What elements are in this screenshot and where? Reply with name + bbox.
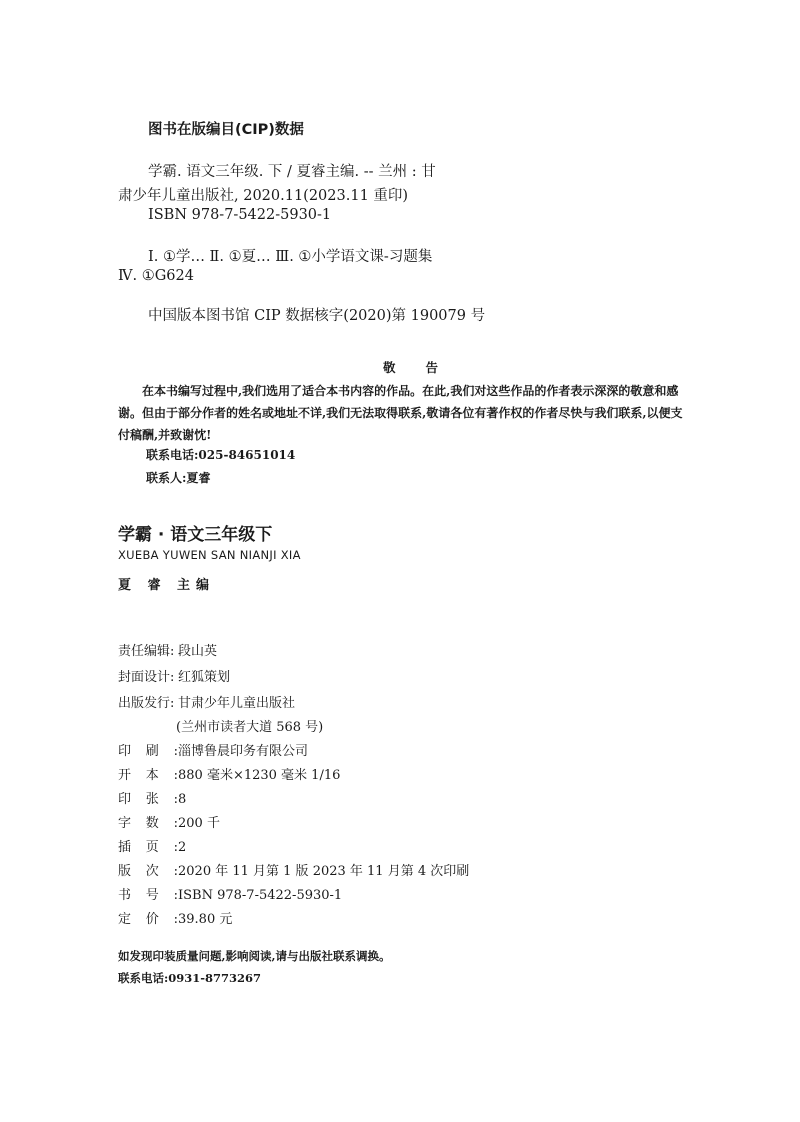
pub-label: 字数: xyxy=(118,816,178,831)
pub-row-wordcount xyxy=(118,812,220,831)
pub-label: 责任编辑: xyxy=(118,644,175,659)
pub-value: 淄博鲁晨印务有限公司 xyxy=(178,744,309,759)
pub-label: 定价: xyxy=(118,912,178,927)
cip-line-6: 中国版本图书馆 CIP 数据核字(2020)第 190079 号 xyxy=(148,308,486,324)
pub-label: 版次: xyxy=(118,864,178,879)
pub-row-price xyxy=(118,908,232,927)
pub-value: 红狐策划 xyxy=(178,670,231,685)
pub-value: 200 千 xyxy=(178,816,220,831)
notice-paragraph: 在本书编写过程中,我们选用了适合本书内容的作品。在此,我们对这些作品的作者表示深深的敬意和感谢。但由于部分作者的姓名或地址不详,我们无法取得联系,敬请各位有著作权的作者尽快与我们联系,以便支付稿酬,并致谢忱! xyxy=(118,384,683,442)
pub-row-printer xyxy=(118,740,308,759)
pub-row-isbn xyxy=(118,884,342,903)
pub-row-editor xyxy=(118,640,217,659)
notice-contact: 联系人:夏睿 xyxy=(146,471,211,485)
pub-value: ISBN 978-7-5422-5930-1 xyxy=(178,888,343,903)
pub-row-sheets xyxy=(118,788,186,807)
book-editor: 夏 睿 主编 xyxy=(118,578,216,593)
pub-label: 印张: xyxy=(118,792,178,807)
pub-label: 插页: xyxy=(118,840,178,855)
cip-line-3: ISBN 978-7-5422-5930-1 xyxy=(148,207,332,223)
pub-value: (兰州市读者大道 568 号) xyxy=(176,720,324,735)
pub-value: 段山英 xyxy=(178,644,218,659)
pub-row-inserts xyxy=(118,836,186,855)
pub-label: 印刷: xyxy=(118,744,178,759)
pub-label: 出版发行: xyxy=(118,696,175,711)
footer-phone: 联系电话:0931-8773267 xyxy=(118,971,262,985)
pub-label: 书号: xyxy=(118,888,178,903)
pub-row-address xyxy=(176,716,323,735)
pub-value: 甘肃少年儿童出版社 xyxy=(178,696,296,711)
cip-line-2: 肃少年儿童出版社, 2020.11(2023.11 重印) xyxy=(118,188,409,204)
pub-value: 2 xyxy=(178,840,187,855)
cip-line-4: Ⅰ. ①学… Ⅱ. ①夏… Ⅲ. ①小学语文课-习题集 xyxy=(148,249,433,265)
notice-phone: 联系电话:025-84651014 xyxy=(146,448,296,462)
cip-title: 图书在版编目(CIP)数据 xyxy=(148,122,304,138)
pub-row-cover xyxy=(118,666,230,685)
pub-value: 8 xyxy=(178,792,187,807)
pub-label: 开本: xyxy=(118,768,178,783)
notice-title: 敬告 xyxy=(383,360,469,375)
pub-label: 封面设计: xyxy=(118,670,175,685)
book-title: 学霸 · 语文三年级下 xyxy=(118,525,273,545)
book-pinyin: XUEBA YUWEN SAN NIANJI XIA xyxy=(118,548,301,562)
pub-row-publisher xyxy=(118,692,295,711)
pub-row-edition xyxy=(118,860,469,879)
pub-value: 39.80 元 xyxy=(178,912,233,927)
cip-line-1: 学霸. 语文三年级. 下 / 夏睿主编. -- 兰州 : 甘 xyxy=(148,164,436,180)
pub-value: 2020 年 11 月第 1 版 2023 年 11 月第 4 次印刷 xyxy=(178,864,470,879)
pub-row-format xyxy=(118,764,340,783)
cip-line-5: Ⅳ. ①G624 xyxy=(118,268,194,284)
footer-quality-notice: 如发现印装质量问题,影响阅读,请与出版社联系调换。 xyxy=(118,949,391,963)
pub-value: 880 毫米×1230 毫米 1/16 xyxy=(178,768,341,783)
